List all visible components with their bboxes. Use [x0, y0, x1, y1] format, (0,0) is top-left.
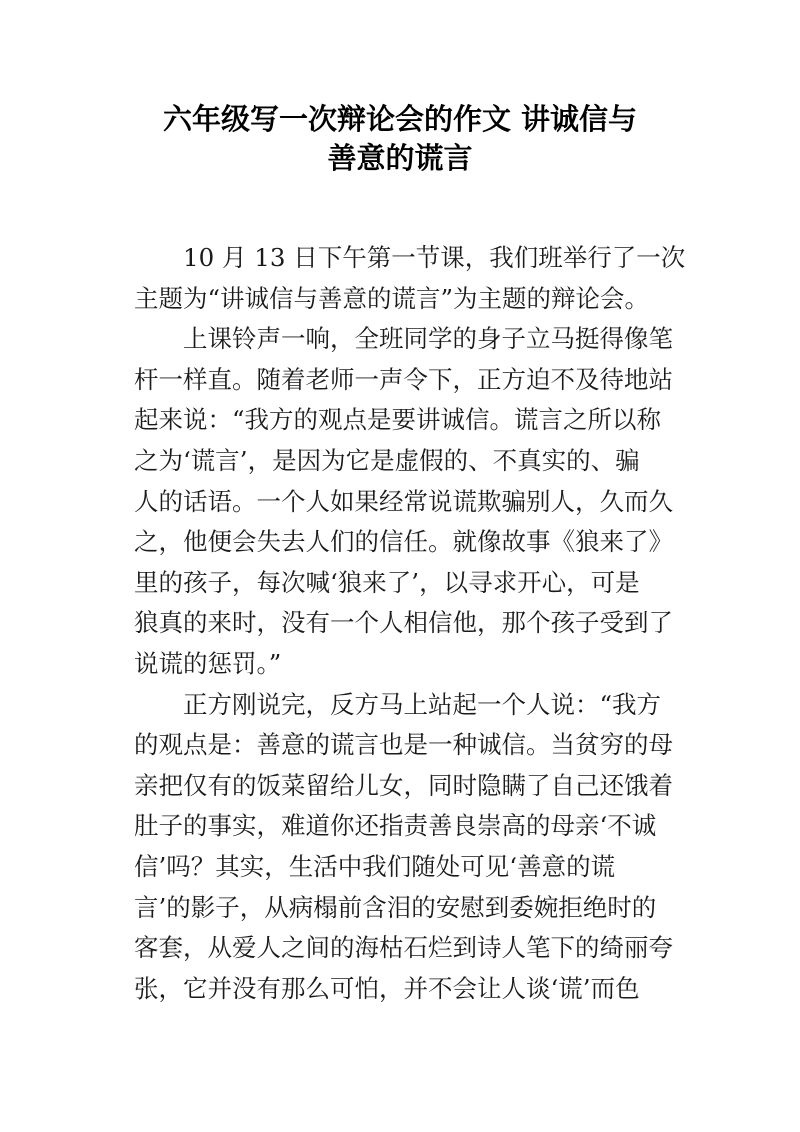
- paragraph-line: 正方刚说完，反方马上站起一个人说：“我方: [183, 689, 662, 719]
- title-line-2: 善意的谎言: [327, 141, 473, 175]
- paragraph-line: 信’吗？其实，生活中我们随处可见‘善意的谎: [134, 851, 616, 881]
- paragraph-line: 里的孩子，每次喊‘狼来了’，以寻求开心，可是: [134, 567, 640, 597]
- document-title: [100, 100, 700, 178]
- paragraph-line: 言’的影子，从病榻前含泪的安慰到委婉拒绝时的: [134, 892, 657, 922]
- paragraph-line: 客套，从爱人之间的海枯石烂到诗人笔下的绮丽夸: [134, 933, 673, 963]
- paragraph-line: 主题为“讲诚信与善意的谎言”为主题的辩论会。: [134, 283, 650, 313]
- document-body: [134, 238, 686, 1009]
- paragraph-line: 起来说：“我方的观点是要讲诚信。谎言之所以称: [134, 405, 662, 435]
- paragraph-line: 亲把仅有的饭菜留给儿女，同时隐瞒了自己还饿着: [134, 770, 673, 800]
- paragraph-line: 10 月 13 日下午第一节课，我们班举行了一次: [183, 243, 686, 272]
- paragraph-line: 上课铃声一响，全班同学的身子立马挺得像笔: [183, 324, 673, 354]
- paragraph-line: 说谎的惩罚。”: [134, 648, 282, 678]
- paragraph-line: 之，他便会失去人们的信任。就像故事《狼来了》: [134, 527, 673, 557]
- paragraph-line: 之为‘谎言’，是因为它是虚假的、不真实的、骗: [134, 445, 640, 475]
- paragraph-line: 肚子的事实，难道你还指责善良崇高的母亲‘不诚: [134, 811, 657, 841]
- paragraph-line: 人的话语。一个人如果经常说谎欺骗别人，久而久: [134, 486, 673, 516]
- paragraph-line: 狼真的来时，没有一个人相信他，那个孩子受到了: [134, 608, 673, 638]
- paragraph-line: 的观点是：善意的谎言也是一种诚信。当贫穷的母: [134, 730, 673, 760]
- title-line-1: 六年级写一次辩论会的作文 讲诚信与: [162, 102, 638, 136]
- paragraph-line: 张，它并没有那么可怕，并不会让人谈‘谎’而色: [134, 973, 640, 1003]
- paragraph-line: 杆一样直。随着老师一声令下，正方迫不及待地站: [134, 364, 673, 394]
